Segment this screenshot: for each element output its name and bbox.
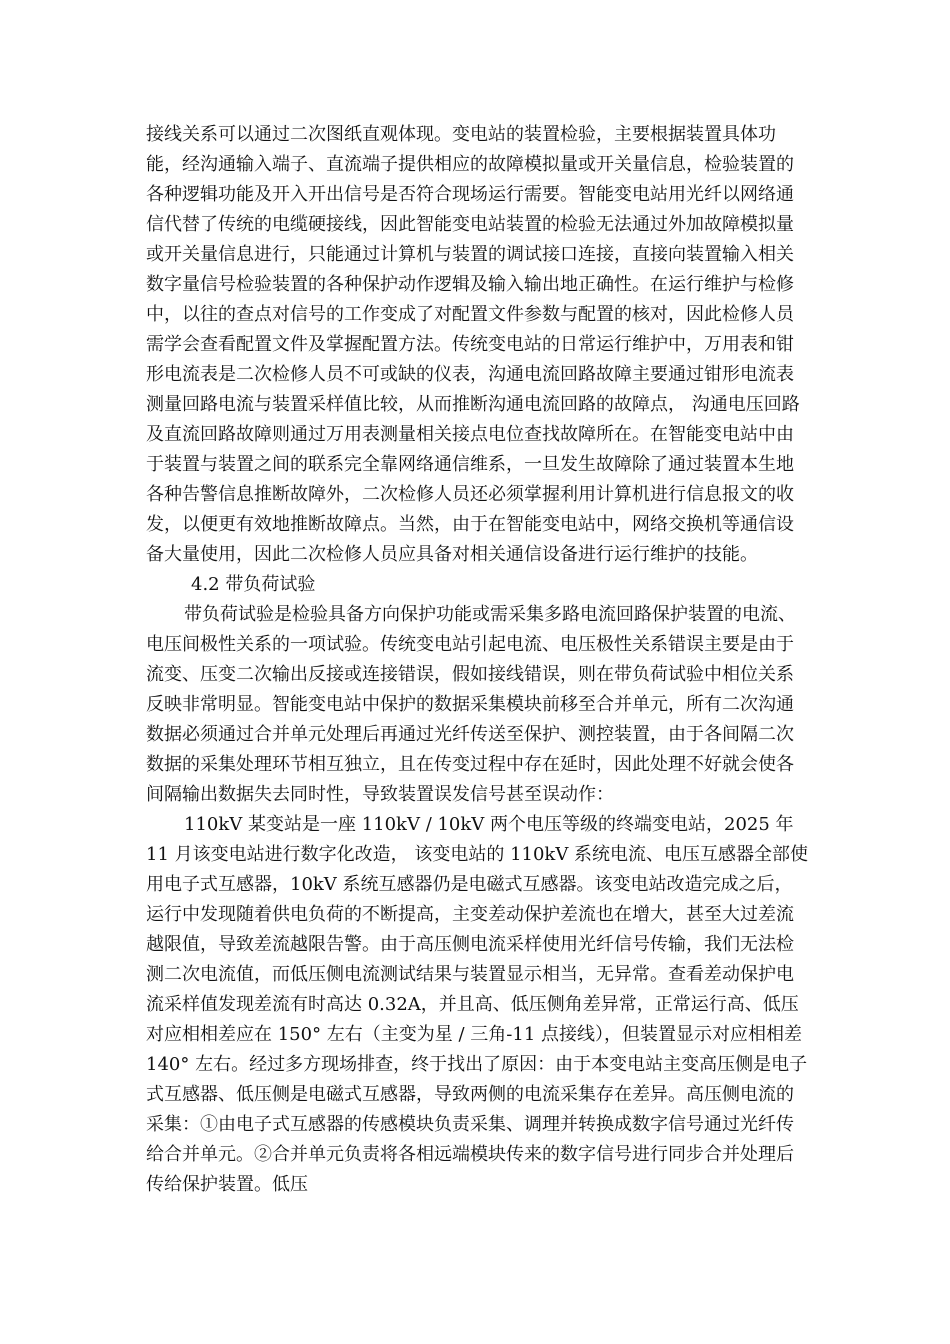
paragraph-load-test: 带负荷试验是检验具备方向保护功能或需采集多路电流回路保护装置的电流、电压间极性关系的一项试验。传统变电站引起电流、电压极性关系错误主要是由于流变、压变二次输出反接或连接错误，假如接线错误，则在带负荷试验中相位关系反映非常明显。智能变电站中保护的数据采集模块前移至合并单元，所有二次沟通数据必须通过合并单元处理后再通过光纤传送至保护、测控装置，由于各间隔二次数据的采集处理环节相互独立，且在传变过程中存在延时，因此处理不好就会使各间隔输出数据失去同时性，导致装置误发信号甚至误动作： [146, 604, 796, 805]
section-heading: 4.2 带负荷试验 [191, 574, 316, 595]
document-body [146, 120, 810, 1200]
paragraph-continued: 接线关系可以通过二次图纸直观体现。变电站的装置检验，主要根据装置具体功能，经沟通输入端子、直流端子提供相应的故障模拟量或开关量信息，检验装置的各种逻辑功能及开入开出信号是否符合现场运行需要。智能变电站用光纤以网络通信代替了传统的电缆硬接线，因此智能变电站装置的检验无法通过外加故障模拟量或开关量信息进行，只能通过计算机与装置的调试接口连接，直接向装置输入相关数字量信号检验装置的各种保护动作逻辑及输入输出地正确性。在运行维护与检修中，以往的查点对信号的工作变成了对配置文件参数与配置的核对，因此检修人员需学会查看配置文件及掌握配置方法。传统变电站的日常运行维护中，万用表和钳形电流表是二次检修人员不可或缺的仪表，沟通电流回路故障主要通过钳形电流表测量回路电流与装置采样值比较，从而推断沟通电流回路的故障点， 沟通电压回路及直流回路故障则通过万用表测量相关接点电位查找故障所在。在智能变电站中由于装置与装置之间的联系完全靠网络通信维系，一旦发生故障除了通过装置本生地各种告警信息推断故障外，二次检修人员还必须掌握利用计算机进行信息报文的收发，以便更有效地推断故障点。当然，由于在智能变电站中，网络交换机等通信设备大量使用，因此二次检修人员应具备对相关通信设备进行运行维护的技能。 [146, 124, 800, 565]
paragraph-case-study: 110kV 某变站是一座 110kV / 10kV 两个电压等级的终端变电站，2025 年 11 月该变电站进行数字化改造， 该变电站的 110kV 系统电流、电压互感器全部使用电子式互感器，10kV 系统互感器仍是电磁式互感器。该变电站改造完成之后，运行中发现随着供电负荷的不断提高，主变差动保护差流也在增大，甚至大过差流越限值，导致差流越限告警。由于高压侧电流采样使用光纤信号传输，我们无法检测二次电流值，而低压侧电流测试结果与装置显示相当，无异常。查看差动保护电流采样值发现差流有时高达 0.32A，并且高、低压侧角差异常，正常运行高、低压对应相相差应在 150° 左右（主变为星 / 三角-11 点接线），但装置显示对应相相差 140° 左右。经过多方现场排查，终于找出了原因：由于本变电站主变高压侧是电子式互感器、低压侧是电磁式互感器，导致两侧的电流采集存在差异。高压侧电流的采集：①由电子式互感器的传感模块负责采集、调理并转换成数字信号通过光纤传给合并单元。②合并单元负责将各相远端模块传来的数字信号进行同步合并处理后传给保护装置。低压 [146, 814, 809, 1195]
